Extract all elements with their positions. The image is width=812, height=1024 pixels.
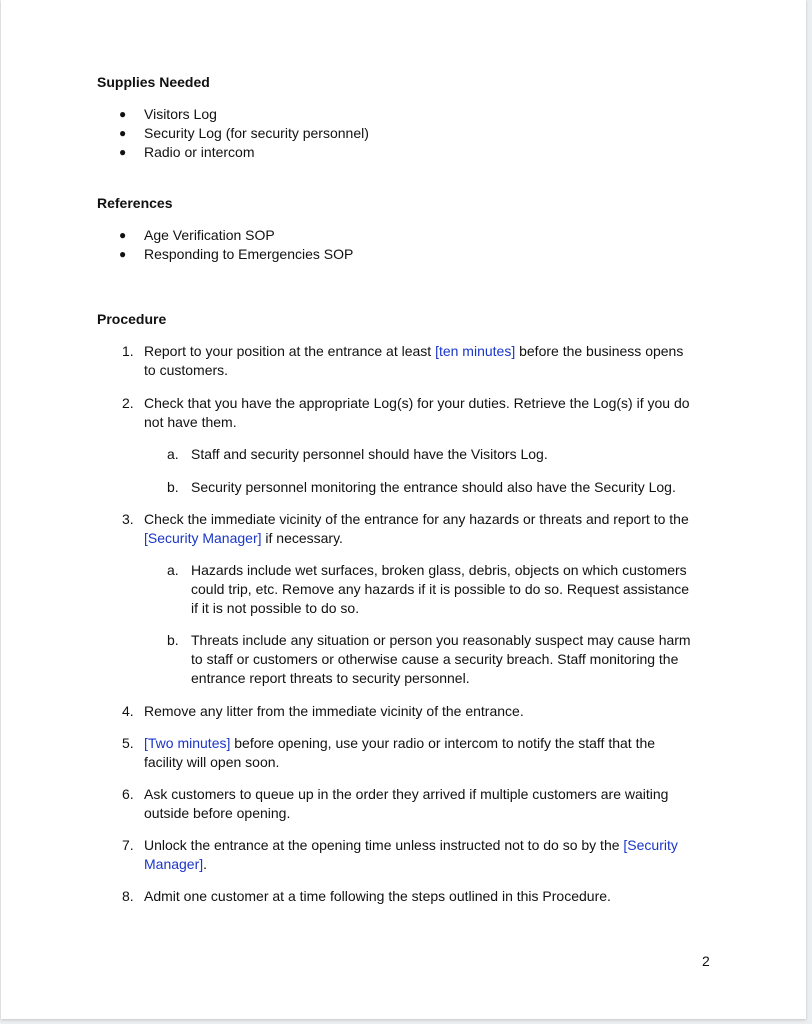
security-manager-link[interactable]: [Security xyxy=(623,837,678,853)
document-page xyxy=(1,0,806,1019)
supply-item: Security Log (for security personnel) xyxy=(144,125,369,141)
step-3b-line: entrance report threats to security personnel. xyxy=(191,670,470,686)
step-2b-text: Security personnel monitoring the entrance should also have the Security Log. xyxy=(191,479,676,495)
step-text: Report to your position at the entrance at least xyxy=(144,343,436,359)
step-1-line-1 xyxy=(144,342,683,361)
two-minutes-link[interactable]: [Two minutes] xyxy=(144,735,231,751)
step-2-line-1: Check that you have the appropriate Log(s) for your duties. Retrieve the Log(s) if you do xyxy=(144,395,690,411)
bullet-icon: ● xyxy=(119,107,127,121)
step-number: 6. xyxy=(122,786,134,802)
security-manager-link[interactable]: [Security Manager] xyxy=(144,530,262,546)
reference-item[interactable]: Responding to Emergencies SOP xyxy=(144,246,354,262)
security-manager-link[interactable]: Manager] xyxy=(144,856,204,872)
step-3a-line: Hazards include wet surfaces, broken glass, debris, objects on which customers xyxy=(191,562,687,578)
step-number: 5. xyxy=(122,735,134,751)
references-heading: References xyxy=(97,195,173,211)
procedure-heading: Procedure xyxy=(97,311,167,327)
step-number: 3. xyxy=(122,511,134,527)
bullet-icon: ● xyxy=(119,126,127,140)
step-3b-line: to staff or customers or otherwise cause a security breach. Staff monitoring the xyxy=(191,651,679,667)
step-3b-line: Threats include any situation or person you reasonably suspect may cause harm xyxy=(191,632,691,648)
sub-letter: b. xyxy=(167,479,179,495)
bullet-icon: ● xyxy=(119,247,127,261)
bullet-icon: ● xyxy=(119,228,127,242)
sub-letter: b. xyxy=(167,632,179,648)
step-6-line-2: outside before opening. xyxy=(144,805,291,821)
step-7-line-2 xyxy=(144,855,207,874)
page-number: 2 xyxy=(702,953,710,969)
step-1-line-2: to customers. xyxy=(144,362,229,378)
step-3-line-2 xyxy=(144,529,343,548)
step-number: 4. xyxy=(122,703,134,719)
supply-item: Radio or intercom xyxy=(144,144,255,160)
supply-item: Visitors Log xyxy=(144,106,217,122)
bullet-icon: ● xyxy=(119,145,127,159)
sub-letter: a. xyxy=(167,446,179,462)
step-text: before opening, use your radio or intercom to notify the staff that the xyxy=(230,735,656,751)
step-8-text: Admit one customer at a time following the steps outlined in this Procedure. xyxy=(144,888,611,904)
step-6-line-1: Ask customers to queue up in the order they arrived if multiple customers are waiting xyxy=(144,786,669,802)
step-number: 1. xyxy=(122,343,134,359)
step-number: 7. xyxy=(122,837,134,853)
step-7-line-1 xyxy=(144,836,678,855)
step-2-line-2: not have them. xyxy=(144,414,237,430)
step-text: if necessary. xyxy=(261,530,343,546)
step-text: Unlock the entrance at the opening time unless instructed not to do so by the xyxy=(144,837,624,853)
step-4-text: Remove any litter from the immediate vicinity of the entrance. xyxy=(144,703,524,719)
step-5-line-2: facility will open soon. xyxy=(144,754,280,770)
sub-letter: a. xyxy=(167,562,179,578)
ten-minutes-link[interactable]: [ten minutes] xyxy=(435,343,516,359)
step-3a-line: could trip, etc. Remove any hazards if it is possible to do so. Request assistance xyxy=(191,581,690,597)
step-text: . xyxy=(203,856,208,872)
step-3-line-1: Check the immediate vicinity of the entrance for any hazards or threats and report to the xyxy=(144,511,689,527)
supplies-heading: Supplies Needed xyxy=(97,74,210,90)
step-5-line-1 xyxy=(144,734,655,753)
step-number: 2. xyxy=(122,395,134,411)
step-text: before the business opens xyxy=(515,343,684,359)
step-3a-line: if it is not possible to do so. xyxy=(191,600,360,616)
step-2a-text: Staff and security personnel should have the Visitors Log. xyxy=(191,446,548,462)
step-number: 8. xyxy=(122,888,134,904)
reference-item[interactable]: Age Verification SOP xyxy=(144,227,275,243)
